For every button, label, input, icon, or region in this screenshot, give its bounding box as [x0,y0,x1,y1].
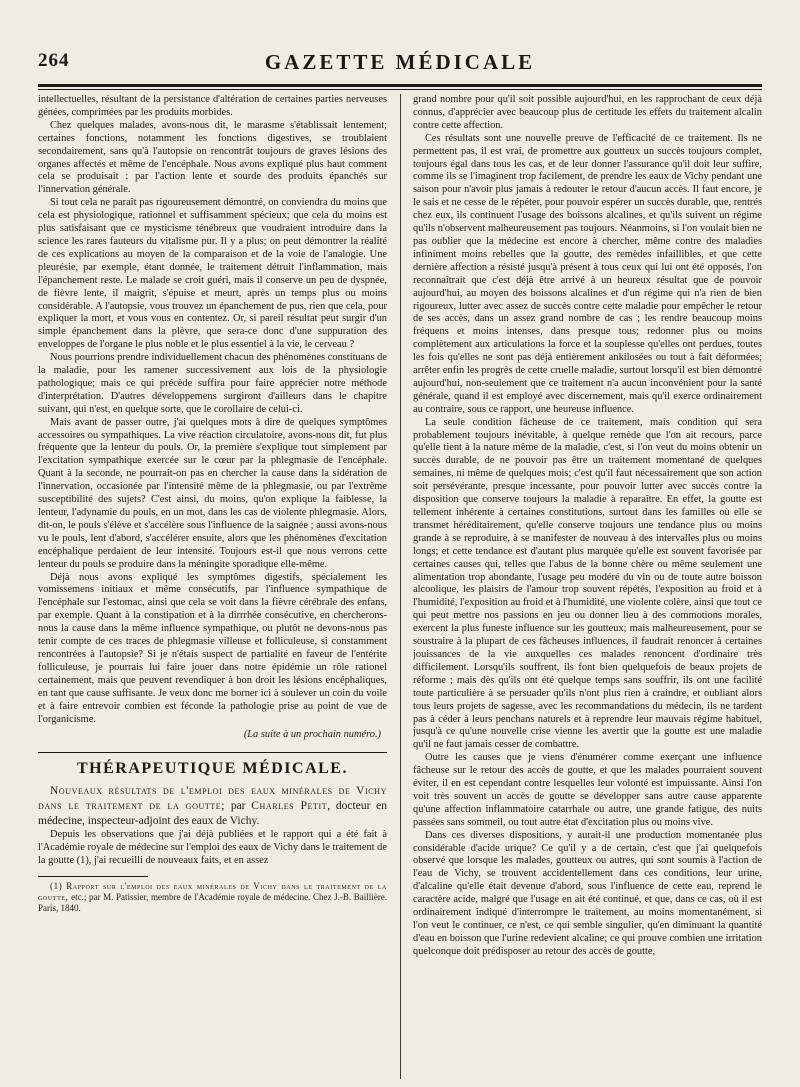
columns [38,94,762,1079]
page-header [38,50,762,80]
article-title-text: Nouveaux résultats de l'emploi des eaux minérales de Vichy dans le traitement de la goutte; [38,785,387,813]
paragraph: intellectuelles, résultant de la persistance d'altération de certaines parties nerveuses génées, comprimées par les produits morbides. [38,94,387,118]
paragraph: Chez quelques malades, avons-nous dit, le marasme s'établissait lentement; certaines fonctions, notamment les fonctions digestives, se troublaient secondairement, sans qu'à l'autopsie on rencontrât toujours de graves lésions des organes affectés et même de l'encéphale. Nous avons expliqué plus haut comment cela se produisait : par l'action lente et sourde des produits épanchés sur l'innervation générale. [38,119,387,196]
footnote [38,881,387,914]
article-author: Charles Petit [251,800,328,813]
footnote-rule [38,876,148,877]
paragraph: Nous pourrions prendre individuellement chacun des phénomènes constituans de la maladie, pour les ramener successivement aux lois de la physiologie pathologique; mais ce qui précède suffira pour faire apprécier notre méthode d'interprétation. D'autres développemens surgiront d'ailleurs dans le chapitre suivant, qui n'est, en quelque sorte, que le corollaire de celui-ci. [38,352,387,415]
paragraph: grand nombre pour qu'il soit possible aujourd'hui, en les rapprochant de ceux déjà connus, d'apprécier avec beaucoup plus de certitude les effets du traitement alcalin contre cette affection. [413,94,762,131]
left-column [38,94,387,1079]
paragraph: Ces résultats sont une nouvelle preuve de l'efficacité de ce traitement. Ils ne permettent pas, il est vrai, de promettre aux goutteux un succès toujours complet, toujours égal dans tous les cas, et de leur donner l'assurance qu'il doit leur suffire, comme ils se l'imaginent trop facilement, de prendre les eaux de Vichy pendant une saison pour n'avoir plus jamais à redouter le retour d'aucun accès. Il faut encore, je le sais et ne cesse de le répéter, pour pouvoir espérer un succès durable, que, rentrés chez eux, ils continuent l'usage des boissons alcalines, et qu'ils suivent un régime qu'ils n'observent malheureusement pas toujours. Néanmoins, si l'on voulait bien ne pas oublier que la médecine est encore à chercher, même contre des maladies infiniment moins rebelles que la goutte, des remèdes infaillibles, et que cette dernière affection a résisté jusqu'à présent à tous ceux qui lui ont été opposés, l'on reconnaîtrait que c'est déjà être arrivé à un heureux résultat que de pouvoir aujourd'hui, au moyen des boissons alcalines et d'un régime qui n'a rien de bien rigoureux, lutter avec assez de succès contre cette maladie pour empêcher le retour de ses accès, dans un assez grand nombre de cas ; les rendre beaucoup moins fréquens et moins intenses, dans presque tous; redonner plus ou moins complètement aux articulations la force et la souplesse qu'elles ont perdues, toutes les fois qu'elles ne sont pas déjà entièrement ankilosées ou tout à fait déformées; arrêter enfin les progrès de cette cruelle maladie, surtout lorsqu'il est bien démontré aujourd'hui, non-seulement que ce traitement n'a aucun inconvénient pour la santé générale, quand il est employé avec discernement, mais qu'il exerce ordinairement au contraire, sous ce rapport, une heureuse influence. [413,132,762,415]
footnote-text: etc.; par M. Patissier, membre de l'Académie royale de médecine. Chez J.-B. Baillière. Paris, 1840. [38,891,387,913]
paragraph: Si tout cela ne paraît pas rigoureusement démontré, on conviendra du moins que cela est physiologique, rationnel et suffisamment spécieux; que cela du moins est plus satisfaisant que ce mysticisme ténébreux que voudraient introduire dans la science les rares fauteurs du vitalisme pur. Il y a plus; on peut démontrer la réalité de ces explications au moyen de la comparaison et de la voie de l'analogie. Une pleurésie, par exemple, étant donnée, le traitement détruit l'inflammation, mais l'épanchement reste. Le malade se croit guéri, mais il conserve un peu de dyspnée, de fièvre lente, il maigrit, s'épuise et meurt, après un temps plus ou moins considérable. A l'autopsie, vous trouvez un épanchement de pus, rien que cela, pour expliquer la mort, et vous vous en contentez. Or, si pareil résultat peut surgir d'un simple épanchement dans la plèvre, que sera-ce donc d'une suppuration des enveloppes de l'organe le plus noble et le plus essentiel à la vie, le cerveau ? [38,197,387,351]
page-number: 264 [38,50,70,71]
header-rule [38,84,762,90]
paragraph: Depuis les observations que j'ai déjà publiées et le rapport qui a été fait à l'Académie royale de médecine sur l'emploi des eaux de Vichy dans le traitement de la goutte (1), j'ai recueilli de nouveaux faits, et en assez [38,829,387,867]
article-title-by: par [225,800,252,813]
continuation-note: (La suite à un prochain numéro.) [243,729,381,741]
paragraph: Mais avant de passer outre, j'ai quelques mots à dire de quelques symptômes accessoires ou sympathiques. La vive réaction circulatoire, avons-nous dit, fut plus fréquente que la lenteur du pouls. Or, la première s'explique tout simplement par l'excitation sympathique exercée sur le cœur par la phlegmasie de l'encéphale. Quant à la seconde, ne pourrait-on pas en chercher la cause dans la sidération de l'innervation, occasionée par l'intensité même de la phlegmasie, ou par l'extrême susceptibilité des sujets? C'est ainsi, du moins, qu'on explique la faiblesse, la lenteur, l'adynamie du pouls, en un mot, dans les cas de violente phlegmasie. Alors, dit-on, le pouls s'élève et s'accélère sous l'influence de la saignée ; aussi avons-nous vu le pouls, lent d'abord, s'accélérer ensuite, alors que les phénomènes d'excitation encéphalique perdaient de leur intensité. Toujours est-il que nous verrons cette lenteur du pouls se produire dans la méningite sporadique elle-même. [38,416,387,570]
section-title: THÉRAPEUTIQUE MÉDICALE. [77,760,348,778]
right-column [413,94,762,1079]
paragraph: Déjà nous avons expliqué les symptômes digestifs, spécialement les vomissemens initiaux et même consécutifs, par l'influence sympathique de l'encéphale sur l'estomac, ainsi que cela se voit dans la fièvre cérébrale des enfans, par exemple. Quant à la constipation et à la dirrrhée consécutive, en chercherons-nous la cause dans la même influence sympathique, ou plutôt ne devons-nous pas tenir compte de ces traces de phlegmasie villeuse et folliculeuse, si constamment rencontrées à l'autopsie? Si je n'étais suspect de partialité en faveur de l'entérite folliculeuse, je pourrais lui faire jouer dans notre épidémie un rôle rationel certainement, mais que peuvent revendiquer à bon droit les lésions encéphaliques, en tant que cause suffisante. Je veux donc me borner ici à soulever un coin du voile et à faire entrevoir combien est féconde la pathologie prise au point de vue de l'organicisme. [38,571,387,725]
article-title [38,784,387,829]
paragraph: Dans ces diverses dispositions, y aurait-il une production momentanée plus considérable d'acide urique? Ce qu'il y a de certain, c'est que j'ai quelquefois observé que lorsque les malades, goutteux ou autres, qui sont soumis à l'action de l'eau de Vichy, se trouvent accidentellement dans ces conditions, leur urine, d'alcaline qu'elle était devenue d'abord, sous l'influence de cette eau, reprend le caractère acide, malgré que l'usage en ait été continué, et que, dans ce cas, où il est ordinairement indiqué d'interrompre le traitement, au moins momentanément, si l'on veut le continuer, ce n'est, ce qui semble singulier, qu'en diminuant la quantité d'eau en boisson que l'urine redevient alcaline; ce qui prouve combien une irritation quelconque doit prédisposer au retour des accès de goutte, [413,829,762,957]
column-divider [400,94,401,1079]
section-rule [38,752,387,753]
paragraph: Outre les causes que je viens d'énumérer comme exerçant une influence fâcheuse sur le retour des accès de goutte, et que les malades pourraient souvent éviter, il en est cependant contre lesquelles leur volonté est impuissante. Ainsi l'on voit très souvent un accès de goutte se développer sans autre cause apparente qu'une affection inflammatoire catarrhale ou autre, une grande fatigue, des nuits passées sans sommeil, ou tout autre état d'excitation plus ou moins vive. [413,752,762,828]
journal-title: GAZETTE MÉDICALE [264,50,536,74]
article-author-role: , docteur en médecine, inspecteur-adjoint des eaux de Vichy. [38,800,387,828]
paragraph: La seule condition fâcheuse de ce traitement, mais condition qui sera probablement toujours inévitable, à quelque remède que l'on ait recours, parce qu'elle tient à la nature même de la maladie, c'est, si l'on veut du moins obtenir un succès durable, de ne pouvoir pas être un traitement momentané de quelques semaines, ni même de quelques mois; c'est qu'il faut nécessairement que son action soit persévérante, presque incessante, pour pouvoir lutter avec succès contre la disposition que conserve toujours la maladie à reparaître. En effet, la goutte est tellement inhérente à certaines constitutions, surtout dans les familles où elle se transmet héréditairement, qu'elle conserve toujours une tendance plus ou moins grande à se reproduire, à se manifester de nouveau à des intervalles plus ou moins longs; et cette tendance est d'autant plus marquée qu'elle est souvent favorisée par certaines causes qui, telles que l'abus de la bonne chère ou même seulement une alimentation trop abondante, l'usage peu modéré du vin ou de toute autre boisson alcoolique, les plaisirs de l'amour trop souvent répétés, l'exposition au froid et à l'humidité, l'exposition au froid et à l'humidité, une violente colère, ainsi que tout ce qui peut mettre nos passions en jeu ou donner lieu à des commotions morales, exercent la plus funeste influence sur les goutteux; mais malheureusement, pour se soustraire à la plupart de ces fâcheuses influences, il faudrait renoncer à certaines jouissances de la vie auxquelles ces malades renoncent d'ordinaire très difficilement. Lorsqu'ils souffrent, ils font bien quelquefois de beaux projets de réforme ; mais dès qu'ils ont été quelque temps sans souffrir, ils ont une facilité toute particulière à se persuader qu'ils n'ont plus rien à craindre, et oubliant alors tous leurs projets de sagesse, avec les recommandations du médecin, ils ne tardent pas à céder à leurs penchans naturels et à reprendre leur mauvais régime habituel, jusqu'à ce qu'une nouvelle crise vienne les avertir que la goutte est une maladie qu'il ne faut jamais cesser de combattre. [413,416,762,751]
footnote-title: (1) Rapport sur l'emploi des eaux minérales de Vichy dans le traitement de la goutte, [38,880,387,902]
